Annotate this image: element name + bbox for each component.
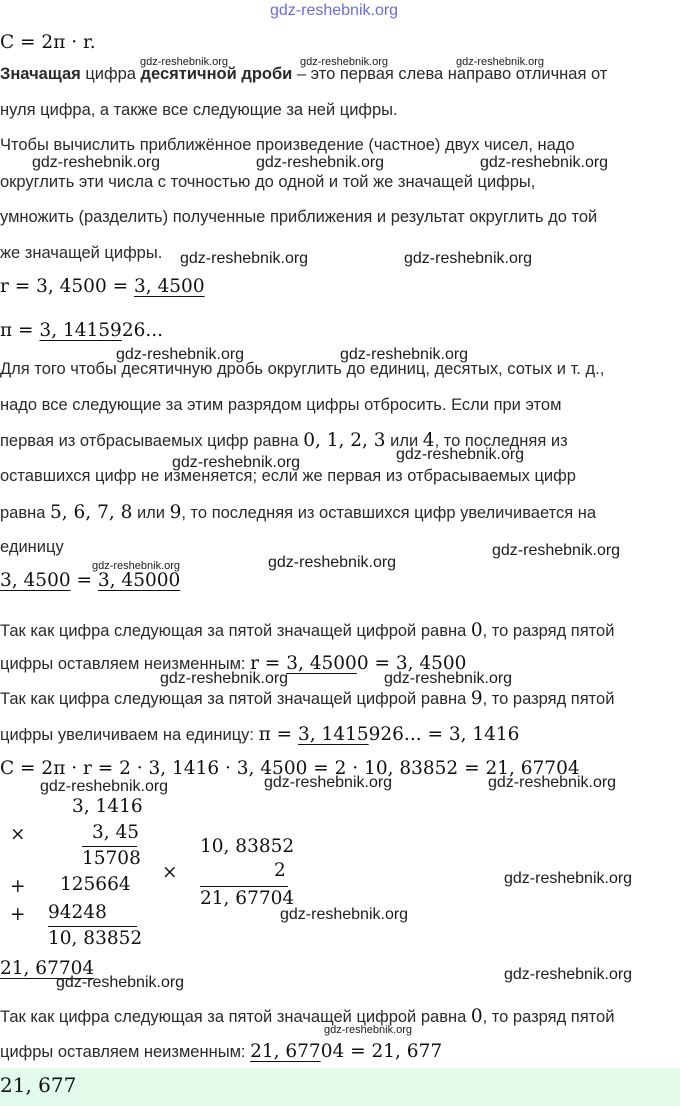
digit: 4 <box>422 430 435 451</box>
term-decimal-fraction: десятичной дроби <box>140 65 293 83</box>
math: 926... = 3, 1416 <box>368 724 520 745</box>
watermark: gdz-reshebnik.org <box>384 670 513 687</box>
step-final-line-2 <box>0 1041 442 1062</box>
digits: 0, 1, 2, 3 <box>303 430 386 451</box>
rule-product-line-4: же значащей цифры. <box>0 244 163 262</box>
digit: 9 <box>470 688 483 709</box>
rule-round-line-4: оставшихся цифр не изменяется; если же первая из отбрасываемых цифр <box>0 467 576 485</box>
step-pi-line-1 <box>0 688 614 709</box>
text: , то разряд пятой <box>482 690 615 708</box>
text: Так как цифра следующая за пятой значащей цифрой равна <box>0 622 471 640</box>
watermark: gdz-reshebnik.org <box>40 778 169 795</box>
text: π = <box>0 320 40 341</box>
text: – это первая слева направо отличная от <box>292 65 608 83</box>
watermark: gdz-reshebnik.org <box>404 250 533 267</box>
term-significant: Значащая <box>0 65 81 83</box>
underlined-value: 3, 14159 <box>39 320 122 341</box>
text: цифра <box>80 65 141 83</box>
underlined-value: 3, 4500 <box>286 653 357 674</box>
mult2-factor-a: 10, 83852 <box>200 836 295 857</box>
watermark: gdz-reshebnik.org <box>504 966 633 983</box>
watermark: gdz-reshebnik.org <box>396 446 525 463</box>
equation-r-extended <box>0 570 180 591</box>
mult1-plus-sign-2: + <box>10 904 26 925</box>
text: цифры оставляем неизменным: <box>0 1043 251 1061</box>
text: , то разряд пятой <box>482 1008 615 1026</box>
mult2-times-sign: × <box>162 862 178 883</box>
watermark: gdz-reshebnik.org <box>504 870 633 887</box>
rule-round-line-5 <box>0 502 596 523</box>
mult1-partial-1: 15708 <box>82 848 141 869</box>
mult2-result: 21, 67704 <box>200 888 295 909</box>
watermark: gdz-reshebnik.org <box>172 454 301 471</box>
rule-product-line-1: Чтобы вычислить приближённое произведение (частное) двух чисел, надо <box>0 136 575 154</box>
text: первая из отбрасываемых цифр равна <box>0 432 304 450</box>
mult1-bar-1 <box>82 846 137 847</box>
watermark: gdz-reshebnik.org <box>32 154 161 171</box>
underlined-value: 3, 4500 <box>133 276 205 297</box>
watermark: gdz-reshebnik.org <box>480 154 609 171</box>
watermark: gdz-reshebnik.org <box>180 250 309 267</box>
watermark: gdz-reshebnik.org <box>256 154 385 171</box>
digit: 0 <box>470 620 483 641</box>
watermark: gdz-reshebnik.org <box>140 56 229 68</box>
mult1-result: 10, 83852 <box>48 928 143 949</box>
mult1-partial-2: 125664 <box>60 874 131 895</box>
underlined-value: 21, 677 <box>250 1041 321 1062</box>
step-r-line-1 <box>0 620 614 641</box>
watermark: gdz-reshebnik.org <box>492 542 621 559</box>
mult2-bar <box>200 886 288 887</box>
math: 0 = 3, 4500 <box>356 653 467 674</box>
underlined-value: 3, 4500 <box>0 570 71 591</box>
text: цифры оставляем неизменным: <box>0 655 251 673</box>
equation-r <box>0 276 205 297</box>
text: 26... <box>121 320 163 341</box>
watermark: gdz-reshebnik.org <box>92 560 181 572</box>
answer-value: 21, 677 <box>0 1073 77 1097</box>
rule-product-line-2: округлить эти числа с точностью до одной и той же значащей цифры, <box>0 173 536 191</box>
answer-box <box>0 1068 680 1106</box>
watermark: gdz-reshebnik.org <box>264 774 393 791</box>
watermark: gdz-reshebnik.org <box>456 56 545 68</box>
formula-computation: C = 2π · r = 2 · 3, 1416 · 3, 4500 = 2 · 10, 83852 = 21, 67704 <box>0 758 580 779</box>
text: Так как цифра следующая за пятой значащей цифрой равна <box>0 690 471 708</box>
watermark: gdz-reshebnik.org <box>56 974 185 991</box>
rule-product-line-3: умножить (разделить) полученные приближения и результат округлить до той <box>0 208 598 226</box>
watermark: gdz-reshebnik.org <box>268 554 397 571</box>
text: = <box>70 570 98 591</box>
math: r = <box>250 653 287 674</box>
watermark: gdz-reshebnik.org <box>324 1024 413 1036</box>
equation-pi <box>0 320 163 341</box>
formula-circumference: C = 2π · r. <box>0 32 96 53</box>
watermark: gdz-reshebnik.org <box>488 774 617 791</box>
underlined-value: 21, 67704 <box>0 958 95 979</box>
definition-line-2: нуля цифра, а также все следующие за ней цифры. <box>0 101 398 119</box>
text: , то разряд пятой <box>482 622 615 640</box>
text: , то последняя из <box>434 432 568 450</box>
text: равна <box>0 504 50 522</box>
digit: 0 <box>470 1006 483 1027</box>
text: r = 3, 4500 = <box>0 276 134 297</box>
watermark: gdz-reshebnik.org <box>160 670 289 687</box>
text: , то последняя из оставшихся цифр увеличивается на <box>181 504 597 522</box>
step-final-line-1 <box>0 1006 614 1027</box>
digits: 5, 6, 7, 8 <box>50 502 133 523</box>
digit: 9 <box>169 502 182 523</box>
rule-round-line-2: надо все следующие за этим разрядом цифры отбросить. Если при этом <box>0 396 562 414</box>
mult1-times-sign: × <box>10 824 26 845</box>
watermark-header: gdz-reshebnik.org <box>270 2 399 19</box>
text: или <box>132 504 170 522</box>
underlined-value: 3, 1415 <box>298 724 369 745</box>
mult1-factor-a: 3, 1416 <box>72 796 143 817</box>
math: π = <box>258 724 298 745</box>
mult1-partial-3: 94248 <box>48 902 107 923</box>
underlined-value: 3, 45000 <box>97 570 181 591</box>
watermark: gdz-reshebnik.org <box>280 906 409 923</box>
definition-line-1 <box>0 65 607 84</box>
mult2-factor-b: 2 <box>274 860 286 881</box>
watermark: gdz-reshebnik.org <box>300 56 389 68</box>
text: Так как цифра следующая за пятой значащей цифрой равна <box>0 1008 471 1026</box>
math: 04 = 21, 677 <box>320 1041 443 1062</box>
mult1-bar-2 <box>48 926 137 927</box>
mult1-plus-sign-1: + <box>10 876 26 897</box>
mult1-factor-b: 3, 45 <box>92 822 140 843</box>
rule-round-line-1: Для того чтобы десятичную дробь округлить до единиц, десятых, сотых и т. д., <box>0 360 605 378</box>
watermark: gdz-reshebnik.org <box>116 346 245 363</box>
rule-round-line-6: единицу <box>0 538 64 556</box>
text: или <box>385 432 423 450</box>
step-pi-line-2 <box>0 724 519 745</box>
text: цифры увеличиваем на единицу: <box>0 726 259 744</box>
watermark: gdz-reshebnik.org <box>340 346 469 363</box>
